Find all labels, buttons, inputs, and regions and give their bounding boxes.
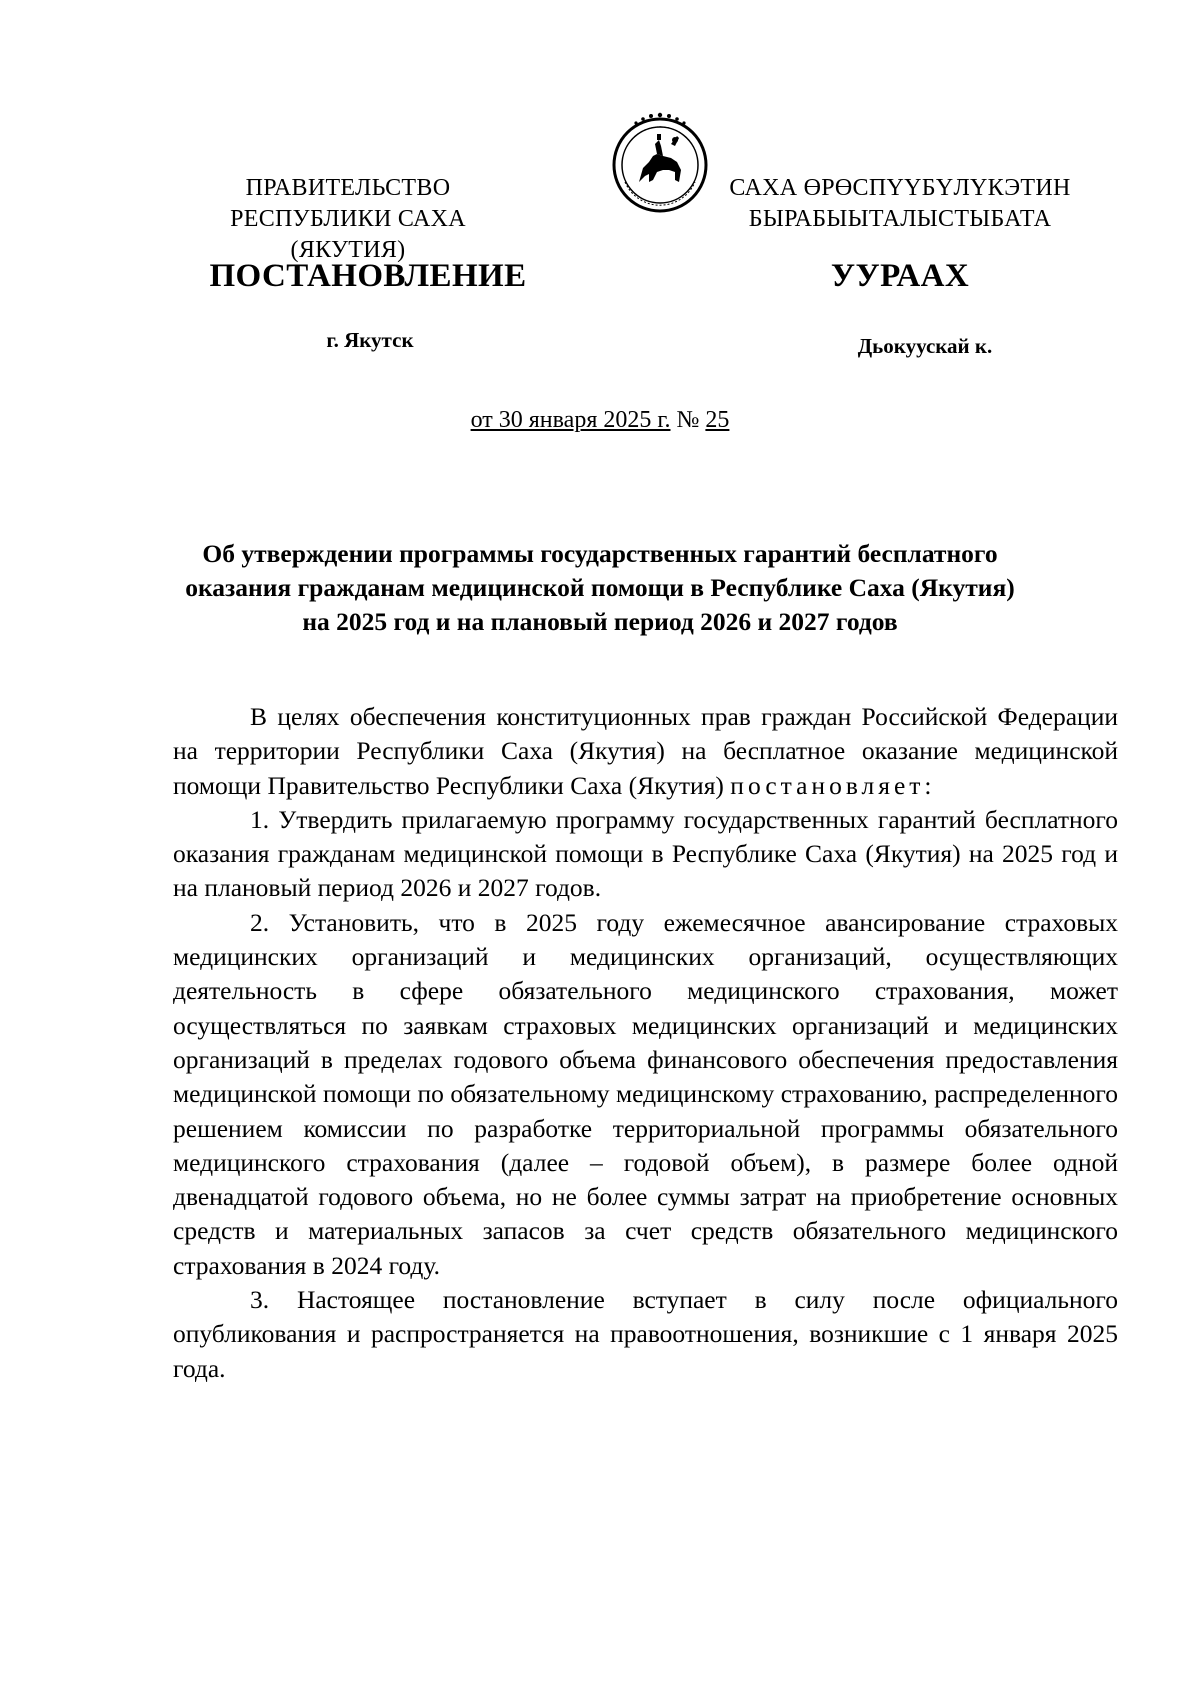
- document-date: от 30 января 2025 г.: [470, 407, 671, 433]
- date-and-number: [0, 405, 1200, 435]
- document-title-line3: на 2025 год и на плановый период 2026 и 2027 годов: [302, 607, 898, 636]
- document-title-line1: Об утверждении программы государственных гарантий бесплатного: [202, 539, 998, 568]
- number-sign: №: [676, 407, 700, 433]
- document-title: [170, 537, 1030, 639]
- document-number: 25: [705, 407, 730, 433]
- intro-text: В целях обеспечения конституционных прав граждан Российской Федерации на территории Республики Саха (Якутия) на бесплатное оказание медицинской помощи Правительство Республики Саха (Якутия): [173, 702, 1118, 800]
- item-3-paragraph: 3. Настоящее постановление вступает в силу после официального опубликования и распространяется на правоотношения, возникшие с 1 января 2025 года.: [173, 1285, 1118, 1383]
- header-right-line1: САХА ӨРӨСПҮҮБҮЛҮКЭТИН: [729, 175, 1071, 201]
- government-name-sakha: [690, 173, 1110, 235]
- document-title-line2: оказания гражданам медицинской помощи в Республике Саха (Якутия): [185, 573, 1015, 602]
- item-1-paragraph: 1. Утвердить прилагаемую программу государственных гарантий бесплатного оказания гражданам медицинской помощи в Республике Саха (Якутия) на 2025 год и на плановый период 2026 и 2027 годов.: [173, 804, 1118, 903]
- header-right-line2: БЫРАБЫЫТАЛЫСТЫБАТА: [748, 206, 1052, 232]
- intro-paragraph: [173, 700, 1118, 803]
- city-sakha: Дьокуускай к.: [857, 334, 993, 358]
- city-russian: г. Якутск: [326, 328, 414, 352]
- header-left-line2: РЕСПУБЛИКИ САХА (ЯКУТИЯ): [230, 206, 466, 263]
- decree-word: постановляет:: [730, 770, 936, 800]
- header-left-line1: ПРАВИТЕЛЬСТВО: [245, 175, 451, 201]
- document-type-russian: ПОСТАНОВЛЕНИЕ: [209, 258, 527, 294]
- government-name-russian: [178, 173, 518, 266]
- document-body: [173, 700, 1118, 1386]
- document-type-sakha: УУРААХ: [830, 258, 970, 294]
- item-2-paragraph: 2. Установить, что в 2025 году ежемесячное авансирование страховых медицинских организаций и медицинских организаций, осуществляющих деятельность в сфере обязательного медицинского страхования, может осуществляться по заявкам страховых медицинских организаций и медицинских организаций в пределах годового объема финансового обеспечения предоставления медицинской помощи по обязательному медицинскому страхованию, распределенного решением комиссии по разработке территориальной программы обязательного медицинского страхования (далее – годовой объем), в размере более одной двенадцатой годового объема, но не более суммы затрат на приобретение основных средств и материальных запасов за счет средств обязательного медицинского страхования в 2024 году.: [173, 907, 1118, 1280]
